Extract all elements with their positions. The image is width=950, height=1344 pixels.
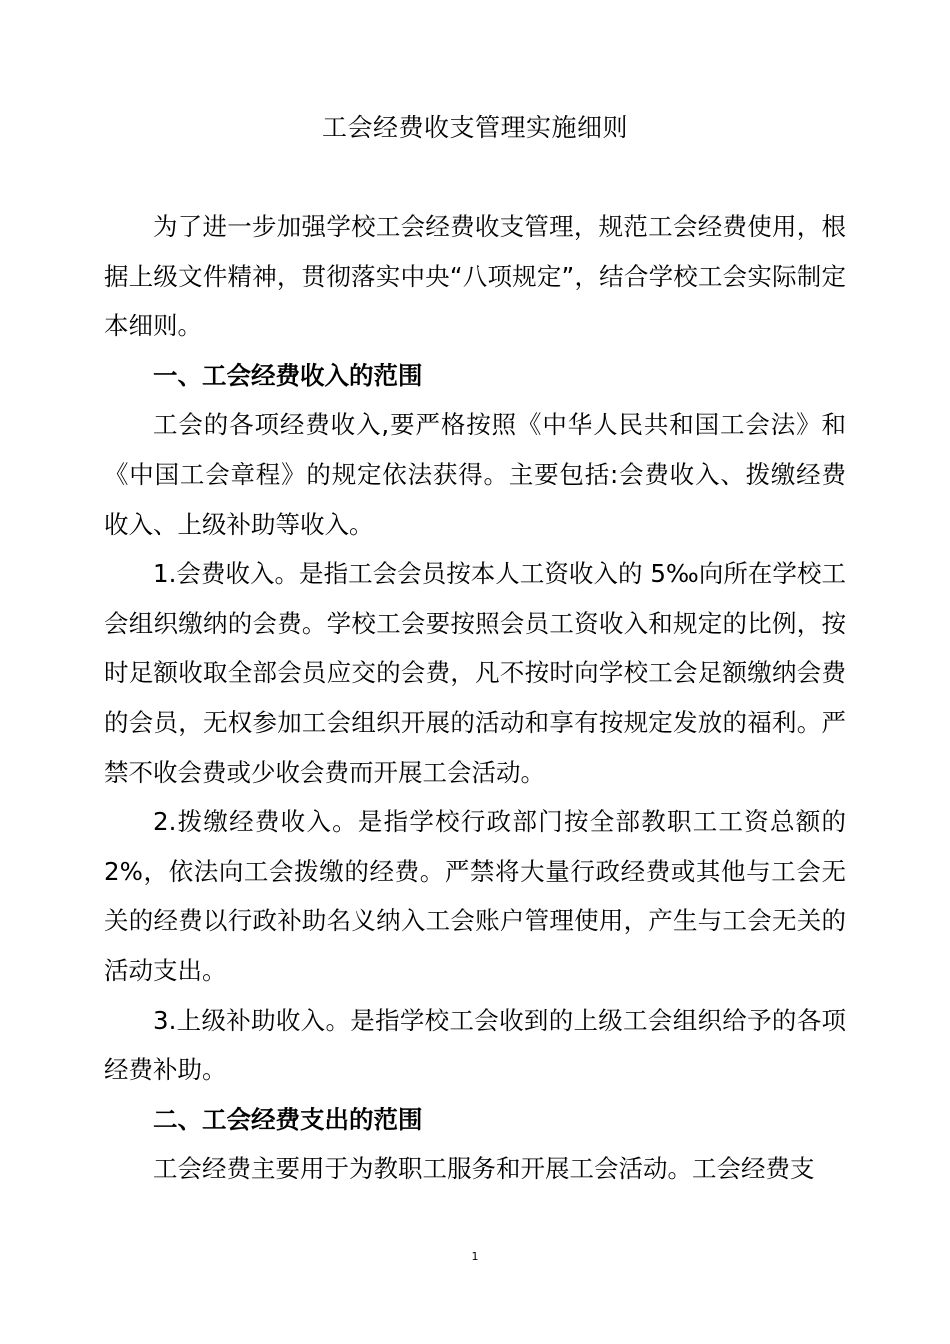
paragraph-membership-fee: 1.会费收入。是指工会会员按本人工资收入的 5‰向所在学校工会组织缴纳的会费。学校工会要按照会员工资收入和规定的比例，按时足额收取全部会员应交的会费，凡不按时向学校工会足额缴纳会费的会员，无权参加工会组织开展的活动和享有按规定发放的福利。严禁不收会费或少收会费而开展工会活动。 <box>104 559 846 787</box>
paragraph-income-sources: 工会的各项经费收入,要严格按照《中华人民共和国工会法》和《中国工会章程》的规定依法获得。主要包括:会费收入、拨缴经费收入、上级补助等收入。 <box>104 410 846 539</box>
paragraph-higher-subsidy: 3.上级补助收入。是指学校工会收到的上级工会组织给予的各项经费补助。 <box>104 1005 846 1085</box>
page-number: 1 <box>471 1250 479 1263</box>
paragraph-expense-intro: 工会经费主要用于为教职工服务和开展工会活动。工会经费支 <box>153 1154 815 1184</box>
paragraph-allocated-funds: 2.拨缴经费收入。是指学校行政部门按全部教职工工资总额的2%，依法向工会拨缴的经费。严禁将大量行政经费或其他与工会无关的经费以行政补助名义纳入工会账户管理使用，产生与工会无关的活动支出。 <box>104 807 846 985</box>
document-title: 工会经费收支管理实施细则 <box>321 113 628 142</box>
section-heading-expense-scope: 二、工会经费支出的范围 <box>153 1104 423 1134</box>
document-body <box>104 202 846 1194</box>
section-heading-income-scope: 一、工会经费收入的范围 <box>153 360 423 390</box>
paragraph-intro: 为了进一步加强学校工会经费收支管理，规范工会经费使用，根据上级文件精神，贯彻落实中央“八项规定”，结合学校工会实际制定本细则。 <box>104 212 846 341</box>
